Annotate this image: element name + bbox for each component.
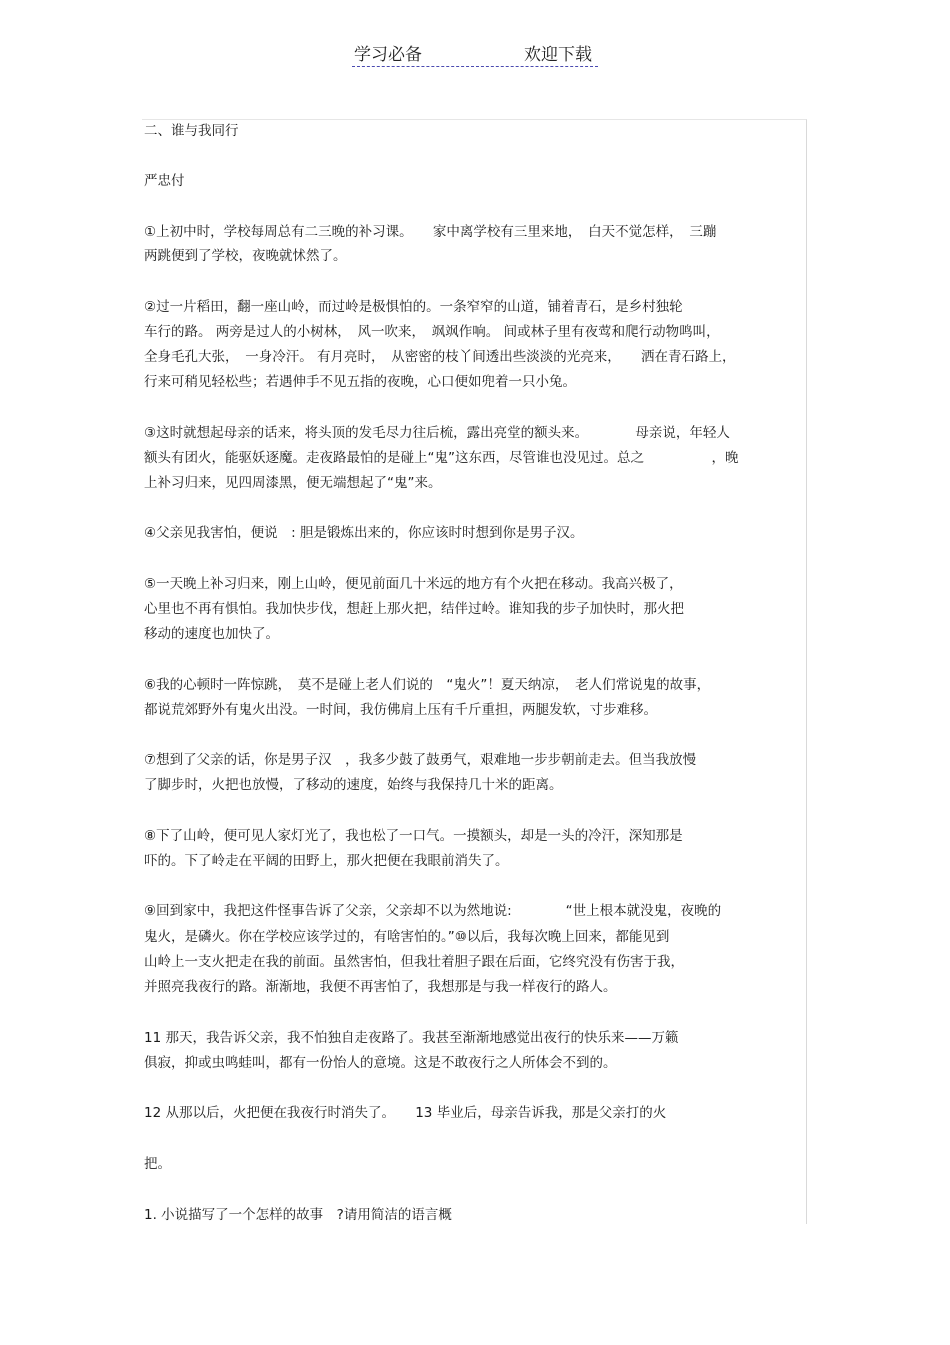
text-line: 俱寂，抑或虫鸣蛙叫，都有一份怡人的意境。这是不敢夜行之人所体会不到的。 [144,1055,617,1071]
text-line: ⑦想到了父亲的话，你是男子汉 ，我多少鼓了鼓勇气，艰难地一步步朝前走去。但当我放慢 [144,752,697,768]
text-line: 严忠付 [144,173,185,189]
text-line: ⑥我的心顿时一阵惊跳， 莫不是碰上老人们说的 “鬼火”！夏天纳凉， 老人们常说鬼的故事， [144,677,711,693]
text-line: 并照亮我夜行的路。渐渐地，我便不再害怕了，我想那是与我一样夜行的路人。 [144,979,617,995]
header-right-text: 欢迎下载 [524,45,592,65]
text-line: 移动的速度也加快了。 [144,626,279,642]
text-line: ③这时就想起母亲的话来，将头顶的发毛尽力往后梳，露出亮堂的额头来。 母亲说，年轻人 [144,425,730,441]
text-line: 二、谁与我同行 [144,123,239,139]
text-line: ⑧下了山岭，便可见人家灯光了，我也松了一口气。一摸额头，却是一头的冷汗，深知那是 [144,828,683,844]
text-line: 额头有团火，能驱妖逐魔。走夜路最怕的是碰上“鬼”这东西，尽管谁也没见过。总之 ，晚 [144,450,739,466]
text-line: 1. 小说描写了一个怎样的故事 ?请用简洁的语言概 [144,1207,452,1223]
text-line: 心里也不再有惧怕。我加快步伐，想赶上那火把，结伴过岭。谁知我的步子加快时，那火把 [144,601,684,617]
text-line: 全身毛孔大张， 一身冷汗。 有月亮时， 从密密的枝丫间透出些淡淡的光亮来， 洒在青石路上， [144,349,736,365]
text-line: 上补习归来，见四周漆黑，便无端想起了“鬼”来。 [144,475,442,491]
text-line: 把。 [144,1156,171,1172]
text-line: 12 从那以后，火把便在我夜行时消失了。 13 毕业后，母亲告诉我，那是父亲打的火 [144,1105,667,1121]
text-line: 鬼火，是磷火。你在学校应该学过的，有啥害怕的。”⑩以后，我每次晚上回来，都能见到 [144,929,670,945]
text-line: ①上初中时，学校每周总有二三晚的补习课。 家中离学校有三里来地， 白天不觉怎样， 三蹦 [144,224,717,240]
header-left-text: 学习必备 [354,45,422,65]
text-line: ②过一片稻田，翻一座山岭，而过岭是极惧怕的。一条窄窄的山道，铺着青石，是乡村独轮 [144,299,683,315]
text-line: ⑨回到家中，我把这件怪事告诉了父亲，父亲却不以为然地说: “世上根本就没鬼，夜晚的 [144,903,722,919]
text-line: 都说荒郊野外有鬼火出没。一时间，我仿佛肩上压有千斤重担，两腿发软，寸步难移。 [144,702,657,718]
text-line: 行来可稍见轻松些；若遇伸手不见五指的夜晚，心口便如兜着一只小兔。 [144,374,576,390]
page-header [352,38,598,67]
text-line: 了脚步时，火把也放慢，了移动的速度，始终与我保持几十米的距离。 [144,777,563,793]
text-line: ④父亲见我害怕，便说 : 胆是锻炼出来的，你应该时时想到你是男子汉。 [144,525,584,541]
text-line: 吓的。下了岭走在平阔的田野上，那火把便在我眼前消失了。 [144,853,509,869]
text-line: ⑤一天晚上补习归来，刚上山岭，便见前面几十米远的地方有个火把在移动。我高兴极了， [144,576,683,592]
text-line: 11 那天，我告诉父亲，我不怕独自走夜路了。我甚至渐渐地感觉出夜行的快乐来——万籁 [144,1030,679,1046]
text-line: 山岭上一支火把走在我的前面。虽然害怕，但我壮着胆子跟在后面，它终究没有伤害于我， [144,954,684,970]
text-line: 两跳便到了学校，夜晚就怵然了。 [144,248,347,264]
text-line: 车行的路。 两旁是过人的小树林， 风一吹来， 飒飒作响。 间或林子里有夜莺和爬行动物鸣叫， [144,324,720,340]
